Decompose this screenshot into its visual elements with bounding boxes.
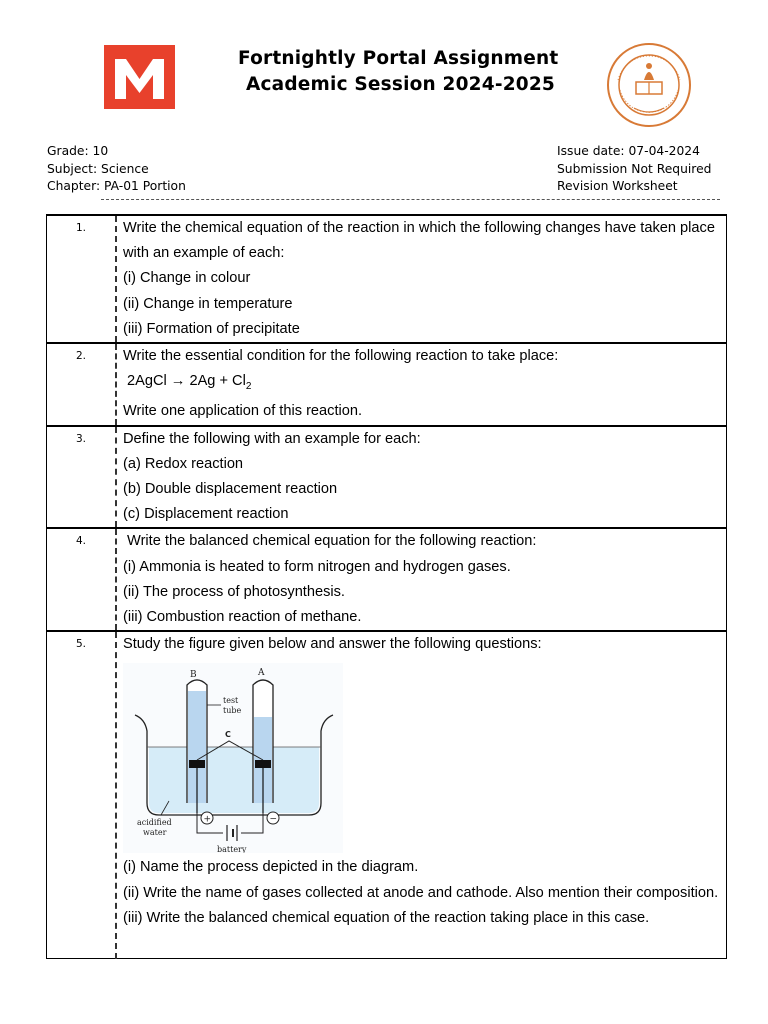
question-text: Write the essential condition for the following reaction to take place: [123, 348, 559, 365]
question-part: (a) Redox reaction [123, 455, 244, 472]
question-row-3 [47, 426, 727, 529]
label-c: C [225, 730, 231, 740]
question-body [116, 343, 727, 426]
question-table [46, 214, 727, 959]
grade-text: Grade: 10 [47, 144, 109, 158]
board-seal-icon [606, 42, 692, 128]
question-part: (i) Change in colour [123, 270, 251, 287]
question-part: (ii) Write the name of gases collected at anode and cathode. Also mention their composition. [123, 884, 719, 901]
separator-line [101, 199, 720, 200]
question-body [116, 215, 727, 343]
question-row-4 [47, 528, 727, 631]
subject-text: Subject: Science [47, 161, 149, 176]
question-part: (iii) Formation of precipitate [123, 320, 300, 337]
label-a: A [258, 668, 265, 679]
question-body [116, 426, 727, 529]
brand-logo [104, 45, 175, 109]
question-text: Write the chemical equation of the reaction in which the following changes have taken place with an example of each: [123, 220, 715, 262]
info-right [557, 143, 711, 196]
question-part: (c) Displacement reaction [123, 506, 289, 523]
equation-text: 2AgCl → 2Ag + Cl [127, 373, 246, 390]
question-number: 4. [47, 528, 117, 631]
electrode-right [255, 760, 271, 768]
label-battery: battery [217, 845, 247, 854]
electrode-left [189, 760, 205, 768]
label-test: test [223, 696, 239, 706]
water-region [149, 747, 319, 813]
question-part: (ii) Change in temperature [123, 295, 293, 312]
question-text: Write the balanced chemical equation for the following reaction: [123, 533, 537, 550]
question-part: (b) Double displacement reaction [123, 480, 338, 497]
label-acidified: acidified [137, 818, 172, 828]
question-part: (iii) Combustion reaction of methane. [123, 608, 362, 625]
question-number: 3. [47, 426, 117, 529]
label-b: B [190, 670, 197, 681]
question-part: (ii) The process of photosynthesis. [123, 583, 345, 600]
label-water: water [143, 828, 167, 838]
question-row-1 [47, 215, 727, 343]
issue-date-text: Issue date: 07-04-2024 [557, 144, 700, 158]
question-part: (iii) Write the balanced chemical equation of the reaction taking place in this case. [123, 909, 650, 926]
question-row-5 [47, 631, 727, 958]
question-number: 5. [47, 631, 117, 958]
question-body [116, 631, 727, 958]
title-line-1: Fortnightly Portal Assignment [238, 48, 559, 69]
question-text: Define the following with an example for each: [123, 430, 421, 447]
equation-subscript: 2 [245, 381, 252, 393]
question-row-2 [47, 343, 727, 426]
chemical-equation [123, 369, 720, 399]
label-minus: − [269, 814, 278, 825]
submission-text: Submission Not Required [557, 161, 712, 176]
title-line-2: Academic Session 2024-2025 [246, 74, 555, 95]
question-number: 1. [47, 215, 117, 343]
worksheet-type-text: Revision Worksheet [557, 179, 678, 193]
question-part: (i) Ammonia is heated to form nitrogen and hydrogen gases. [123, 558, 511, 575]
question-part: Write one application of this reaction. [123, 403, 363, 420]
question-text: Study the figure given below and answer the following questions: [123, 636, 542, 653]
label-tube: tube [223, 706, 242, 716]
chapter-text: Chapter: PA-01 Portion [47, 179, 186, 193]
question-number: 2. [47, 343, 117, 426]
worksheet-title [238, 46, 558, 98]
question-body [116, 528, 727, 631]
info-left [47, 143, 186, 196]
electrolysis-diagram [123, 663, 343, 853]
question-part: (i) Name the process depicted in the diagram. [123, 859, 419, 876]
label-plus: + [203, 814, 212, 825]
